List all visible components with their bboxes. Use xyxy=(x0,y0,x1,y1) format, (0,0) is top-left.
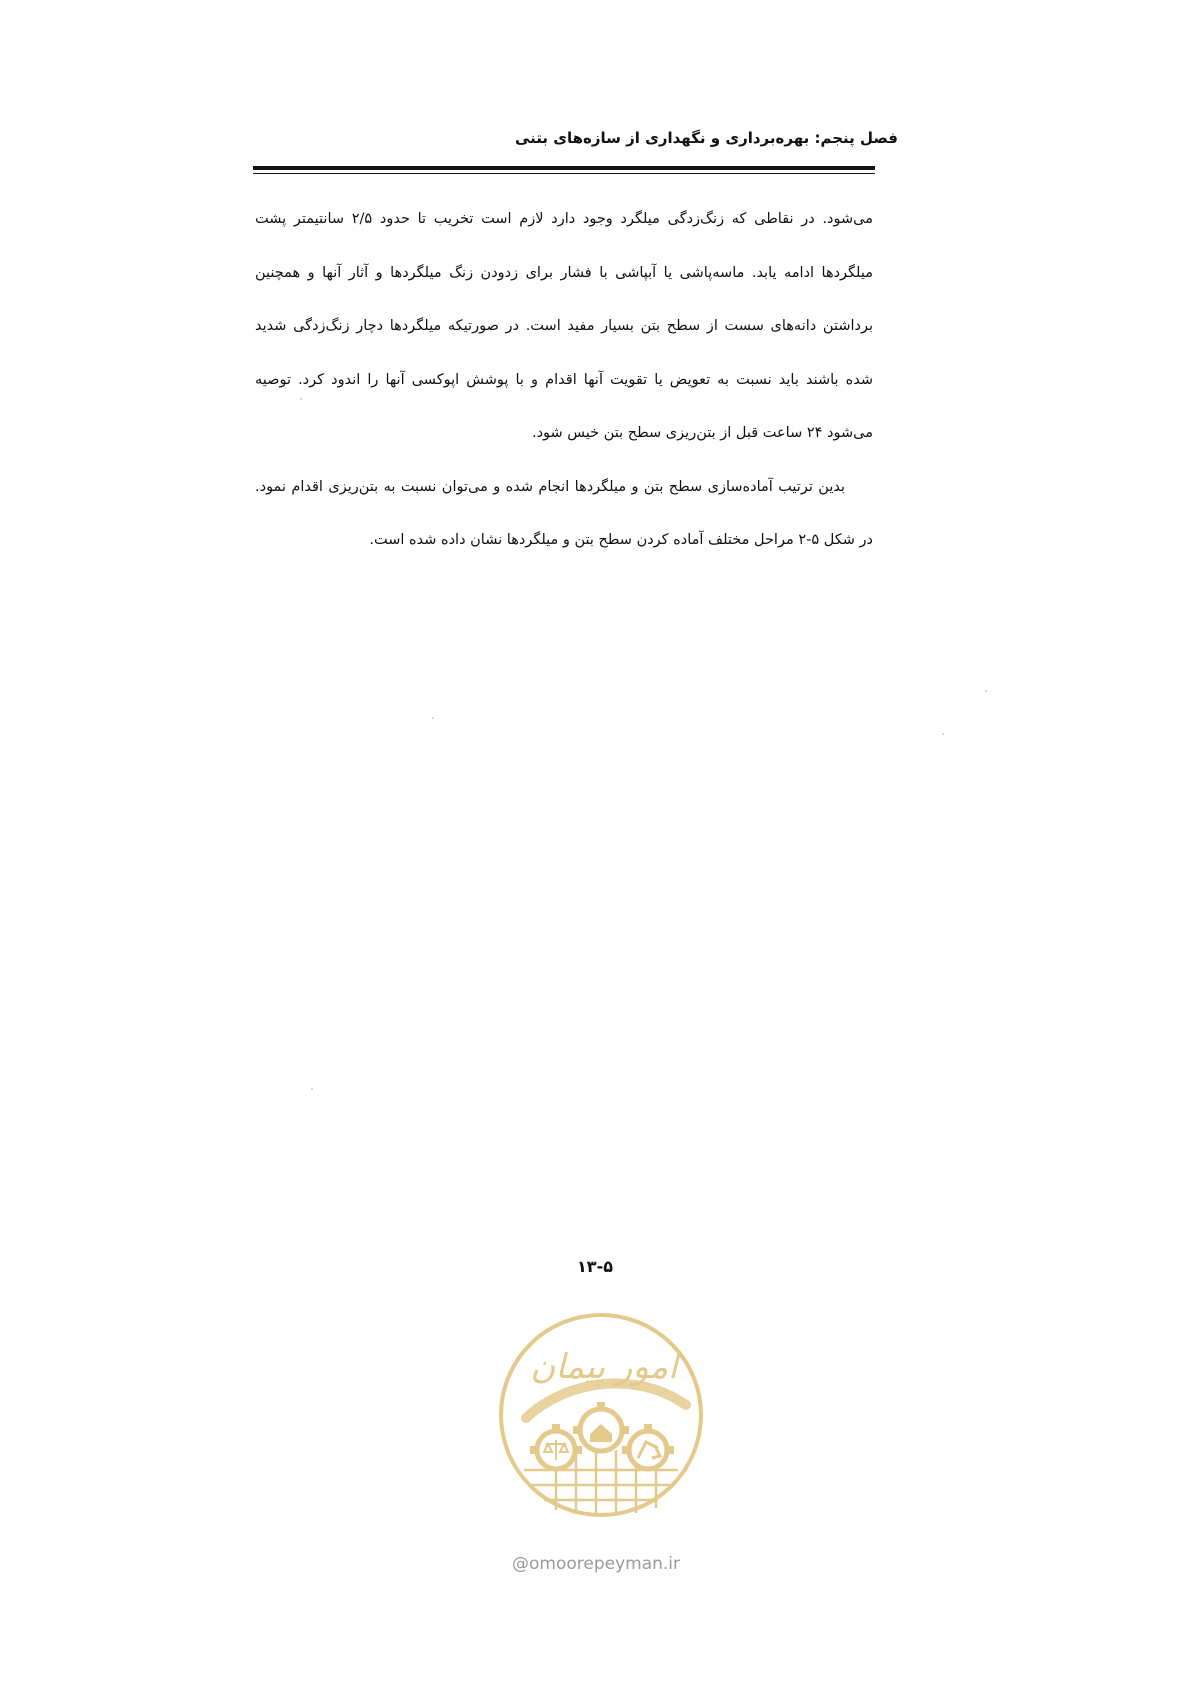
scan-speck xyxy=(311,1088,313,1090)
svg-text:امور پیمان: امور پیمان xyxy=(530,1347,678,1387)
scan-speck xyxy=(942,733,944,735)
watermark-url: @omoorepeyman.ir xyxy=(511,1554,681,1574)
header-rule-thin xyxy=(253,173,875,174)
body-text xyxy=(255,193,873,568)
chapter-header-title: فصل پنجم: بهره‌برداری و نگهداری از سازه‌های بتنی xyxy=(514,129,898,147)
paragraph-1: می‌شود. در نقاطی که زنگ‌زدگی میلگرد وجود دارد لازم است تخریب تا حدود ۲/۵ سانتیمتر پشت میلگردها ادامه یابد. ماسه‌پاشی یا آبپاشی با فشار برای زدودن زنگ میلگردها و آثار آنها و همچنین برداشتن دانه‌های سست از سطح بتن بسیار مفید است. در صورتیکه میلگردها دچار زنگ‌زدگی شدید شده باشند باید نسبت به تعویض یا تقویت آنها اقدام و با پوشش اپوکسی آنها را اندود کرد. توصیه می‌شود ۲۴ ساعت قبل از بتن‌ریزی سطح بتن خیس شود. xyxy=(255,211,873,441)
watermark-logo xyxy=(486,1300,716,1530)
scan-speck xyxy=(985,690,987,692)
page-number: ۱۳-۵ xyxy=(577,1257,613,1276)
scan-speck xyxy=(432,717,434,719)
scan-speck xyxy=(300,398,302,400)
header-rule-thick xyxy=(253,166,875,170)
paragraph-2: بدین ترتیب آماده‌سازی سطح بتن و میلگردها انجام شده و می‌توان نسبت به بتن‌ریزی اقدام نمود. در شکل ۵-۲ مراحل مختلف آماده کردن سطح بتن و میلگردها نشان داده شده است. xyxy=(255,478,873,548)
